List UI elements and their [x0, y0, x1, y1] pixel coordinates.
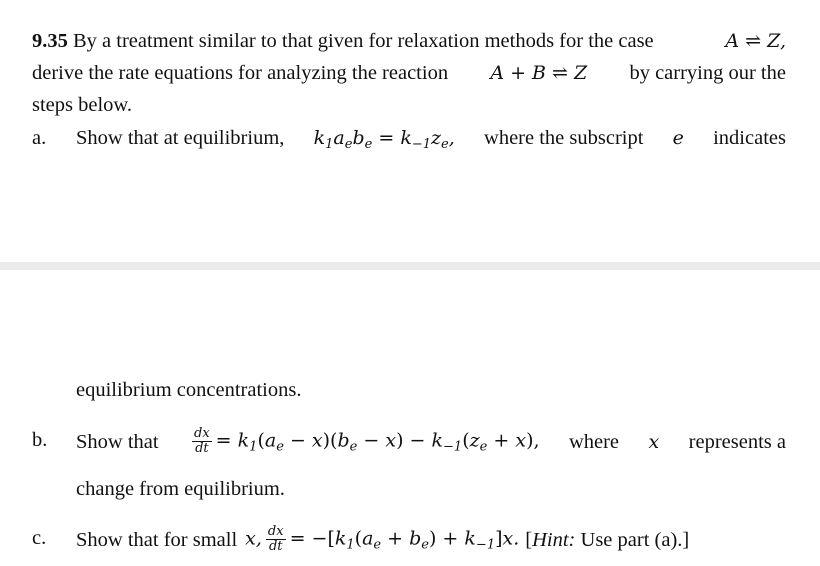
x-symbol: x — [648, 430, 660, 453]
math-rate-equation: $\frac{dx}{dt}$ = $k_1(a_e - x)(b_e - x) - k_{-1}(z_e + x)$, — [194, 426, 540, 456]
math-a-z: A ⇌ Z, — [725, 30, 786, 52]
page-top — [0, 0, 820, 262]
problem-line-2: derive the rate equations for analyzing the reaction A + B ⇌ Z by carrying our the — [32, 62, 786, 84]
math-reaction: A + B ⇌ Z — [490, 62, 588, 84]
part-c-line: Show that for small x, $\frac{dx}{dt}$ = $-[k_1(a_e + b_e) + k_{-1}]x$. [Hint: Use part (a).] — [76, 524, 690, 554]
problem-text-1: 9.35 By a treatment similar to that given for relaxation methods for the case — [32, 30, 654, 52]
part-a-line: Show that at equilibrium, $k_1a_eb_e = k_{-1}z_e$, where the subscript e indicates — [76, 127, 786, 152]
part-b-continuation: change from equilibrium. — [76, 478, 285, 500]
fraction-dx-dt: $\frac{dx}{dt}$ — [194, 426, 210, 456]
math-equilibrium: $k_1a_eb_e = k_{-1}z_e$, — [313, 127, 455, 152]
part-b-label: b. — [32, 429, 48, 451]
problem-line-1 — [32, 28, 786, 54]
math-small-x: x, $\frac{dx}{dt}$ = $-[k_1(a_e + b_e) + k_{-1}]x$. — [245, 524, 520, 554]
page-divider — [0, 262, 820, 270]
hint: [Hint: Use part (a).] — [525, 528, 690, 551]
page-bottom — [0, 270, 820, 566]
part-b-line: Show that $\frac{dx}{dt}$ = $k_1(a_e - x)(b_e - x) - k_{-1}(z_e + x)$, where x represents a — [76, 426, 786, 456]
e-symbol: e — [672, 127, 684, 149]
part-c-label: c. — [32, 527, 47, 549]
fraction-dx-dt-c: $\frac{dx}{dt}$ — [267, 524, 284, 554]
part-a-label: a. — [32, 127, 47, 149]
part-a-continuation: equilibrium concentrations. — [76, 379, 302, 401]
problem-number: 9.35 — [32, 30, 68, 52]
problem-line-3: steps below. — [32, 94, 133, 116]
